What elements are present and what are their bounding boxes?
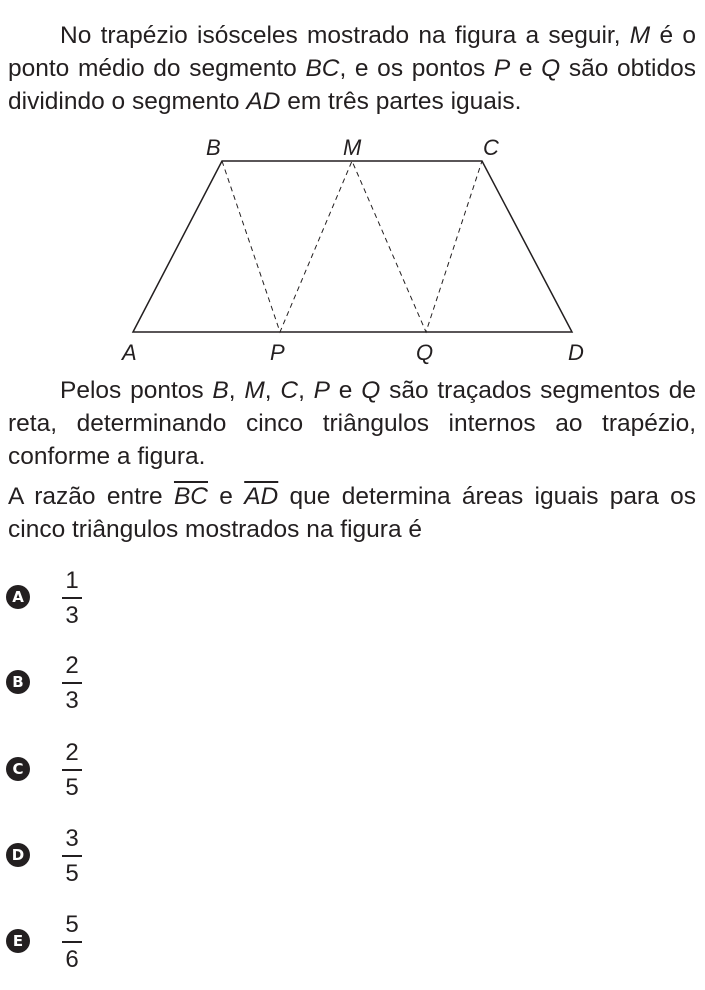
fraction [60,911,84,974]
numerator: 5 [65,911,79,938]
denominator: 3 [65,601,79,629]
point-q-ref: Q [541,55,561,82]
fraction [60,567,84,630]
label-d: D [568,340,584,365]
intro-text: No trapézio isósceles mostrado na figura a seguir, [60,22,630,49]
question-paragraph [8,480,696,546]
option-letter-badge: A [6,585,30,609]
question-text: A razão entre [8,483,174,510]
point-p-ref: P [493,55,511,82]
fraction-bar [62,682,82,684]
point-m-ref: M [629,22,651,49]
intro-paragraph [8,19,696,118]
label-a: A [122,340,137,365]
question-text: que determina áreas iguais para os cinco triângulos mostrados na figura é [8,483,696,543]
fraction [60,652,84,715]
intro-text: e [510,55,542,82]
fraction-bar [62,597,82,599]
denominator: 6 [65,945,79,973]
denominator: 3 [65,686,79,714]
intro-text: em três partes iguais. [280,88,522,115]
numerator: 2 [65,652,79,679]
numerator: 2 [65,739,79,766]
fraction [60,739,84,802]
separator: e [330,377,362,404]
label-p: P [270,340,285,365]
option-letter-badge: D [6,843,30,867]
segment-ad-overline: $\overline{AD}$ [244,483,279,510]
trapezoid-outline [133,161,572,332]
segment-ad-ref: AD [246,88,281,115]
segment-bc-overline: $\overline{BC}$ [173,483,209,510]
label-b: B [206,135,221,160]
option-letter-badge: C [6,757,30,781]
dashed-segments [222,161,482,332]
trapezoid-figure [110,128,600,368]
fraction [60,825,84,888]
separator: , [228,377,245,404]
point-c-ref: C [280,377,299,404]
separator: , [298,377,314,404]
fraction-bar [62,769,82,771]
option-letter-badge: B [6,670,30,694]
description-text: Pelos pontos [60,377,213,404]
denominator: 5 [65,773,79,801]
intro-text: é o ponto médio do segmento [8,22,696,82]
question-text: e [208,483,245,510]
label-m: M [343,135,362,160]
description-paragraph [8,374,696,473]
point-b-ref: B [212,377,229,404]
label-c: C [483,135,499,160]
fraction-bar [62,855,82,857]
point-p-ref: P [313,377,331,404]
label-q: Q [416,340,434,365]
intro-text: , e os pontos [339,55,494,82]
point-m-ref: M [244,377,265,404]
numerator: 3 [65,825,79,852]
option-letter-badge: E [6,929,30,953]
description-text: são traçados segmentos de reta, determinando cinco triângulos internos ao trapézio, conforme a figura. [8,377,696,470]
segment-bc-ref: BC [305,55,340,82]
numerator: 1 [65,567,79,594]
denominator: 5 [65,859,79,887]
intro-text: são obtidos dividindo o segmento [8,55,696,115]
fraction-bar [62,941,82,943]
point-q-ref: Q [361,377,381,404]
separator: , [264,377,281,404]
